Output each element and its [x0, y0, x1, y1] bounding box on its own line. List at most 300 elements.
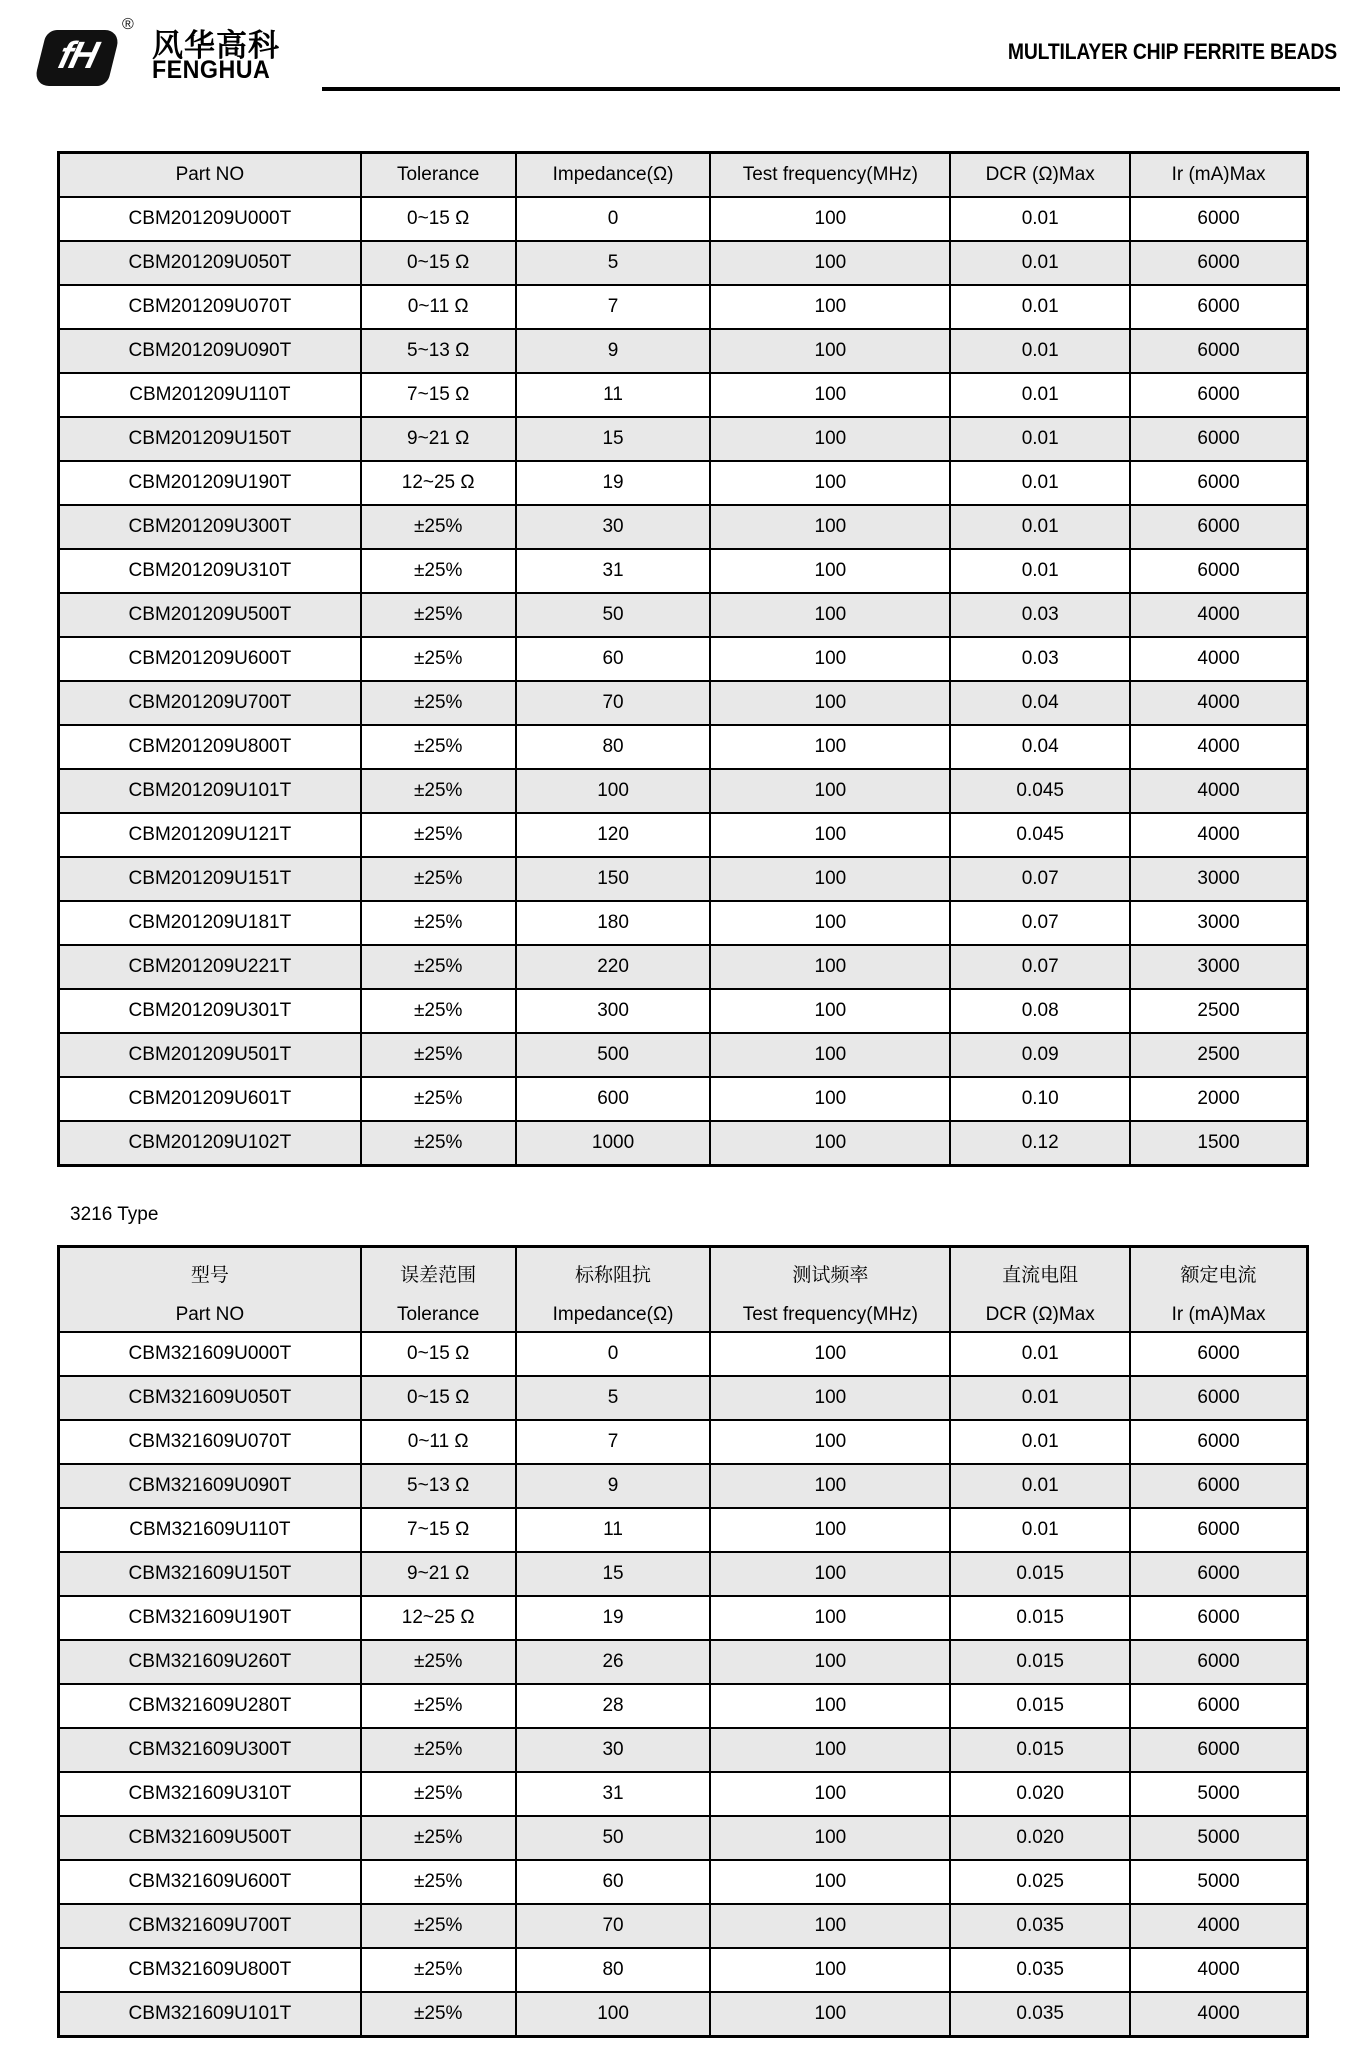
tolerance-cell: 0~15 Ω	[361, 241, 516, 285]
dcr-cell: 0.01	[950, 417, 1130, 461]
tolerance-cell: ±25%	[361, 1640, 516, 1684]
part-no-cell: CBM321609U310T	[59, 1772, 361, 1816]
table-row	[59, 505, 1308, 549]
col-header-impedance	[516, 1247, 711, 1333]
ir-cell: 6000	[1130, 373, 1307, 417]
dcr-cell: 0.01	[950, 1508, 1130, 1552]
test-frequency-cell: 100	[710, 1904, 950, 1948]
col-header-ir	[1130, 1247, 1307, 1333]
tolerance-cell: ±25%	[361, 813, 516, 857]
dcr-cell: 0.01	[950, 1332, 1130, 1376]
ir-cell: 5000	[1130, 1772, 1307, 1816]
ir-cell: 2500	[1130, 989, 1307, 1033]
impedance-cell: 31	[516, 549, 711, 593]
part-no-cell: CBM201209U601T	[59, 1077, 361, 1121]
test-frequency-cell: 100	[710, 1948, 950, 1992]
impedance-cell: 60	[516, 1860, 711, 1904]
table-row	[59, 417, 1308, 461]
ir-cell: 4000	[1130, 725, 1307, 769]
tolerance-cell: 0~15 Ω	[361, 1332, 516, 1376]
logo-english-name: FENGHUA	[152, 56, 271, 84]
impedance-cell: 120	[516, 813, 711, 857]
tolerance-cell: 12~25 Ω	[361, 1596, 516, 1640]
test-frequency-cell: 100	[710, 857, 950, 901]
part-no-cell: CBM201209U600T	[59, 637, 361, 681]
dcr-cell: 0.015	[950, 1552, 1130, 1596]
dcr-cell: 0.01	[950, 241, 1130, 285]
ir-cell: 6000	[1130, 329, 1307, 373]
dcr-cell: 0.08	[950, 989, 1130, 1033]
test-frequency-cell: 100	[710, 1420, 950, 1464]
part-no-cell: CBM201209U102T	[59, 1121, 361, 1166]
ir-cell: 6000	[1130, 1596, 1307, 1640]
col-header-en: DCR (Ω)Max	[985, 1304, 1095, 1325]
ir-cell: 6000	[1130, 461, 1307, 505]
fenghua-logo-icon	[33, 30, 121, 86]
part-no-cell: CBM321609U280T	[59, 1684, 361, 1728]
ir-cell: 6000	[1130, 1728, 1307, 1772]
table-row	[59, 329, 1308, 373]
test-frequency-cell: 100	[710, 637, 950, 681]
part-no-cell: CBM201209U700T	[59, 681, 361, 725]
part-no-cell: CBM201209U300T	[59, 505, 361, 549]
test-frequency-cell: 100	[710, 1596, 950, 1640]
test-frequency-cell: 100	[710, 1640, 950, 1684]
part-no-cell: CBM201209U090T	[59, 329, 361, 373]
test-frequency-cell: 100	[710, 241, 950, 285]
part-no-cell: CBM201209U121T	[59, 813, 361, 857]
test-frequency-cell: 100	[710, 1077, 950, 1121]
ir-cell: 6000	[1130, 285, 1307, 329]
tolerance-cell: ±25%	[361, 593, 516, 637]
header-divider	[322, 87, 1340, 91]
part-no-cell: CBM321609U600T	[59, 1860, 361, 1904]
tolerance-cell: 5~13 Ω	[361, 1464, 516, 1508]
col-header-impedance: Impedance(Ω)	[516, 153, 711, 198]
ir-cell: 4000	[1130, 813, 1307, 857]
table-row	[59, 461, 1308, 505]
col-header-cn: 误差范围	[400, 1265, 477, 1286]
ir-cell: 3000	[1130, 857, 1307, 901]
impedance-cell: 500	[516, 1033, 711, 1077]
test-frequency-cell: 100	[710, 461, 950, 505]
ir-cell: 6000	[1130, 1684, 1307, 1728]
dcr-cell: 0.015	[950, 1596, 1130, 1640]
impedance-cell: 9	[516, 1464, 711, 1508]
part-no-cell: CBM321609U800T	[59, 1948, 361, 1992]
table-row	[59, 681, 1308, 725]
test-frequency-cell: 100	[710, 1464, 950, 1508]
ir-cell: 6000	[1130, 197, 1307, 241]
fenghua-monogram: fH	[54, 35, 101, 77]
table-row	[59, 1640, 1308, 1684]
dcr-cell: 0.045	[950, 813, 1130, 857]
table-row	[59, 549, 1308, 593]
impedance-cell: 19	[516, 461, 711, 505]
part-no-cell: CBM321609U260T	[59, 1640, 361, 1684]
impedance-cell: 7	[516, 285, 711, 329]
impedance-cell: 31	[516, 1772, 711, 1816]
dcr-cell: 0.035	[950, 1904, 1130, 1948]
part-no-cell: CBM321609U700T	[59, 1904, 361, 1948]
table-row	[59, 1992, 1308, 2037]
table-row	[59, 1684, 1308, 1728]
col-header-dcr	[950, 1247, 1130, 1333]
impedance-cell: 50	[516, 593, 711, 637]
tolerance-cell: ±25%	[361, 1992, 516, 2037]
part-no-cell: CBM201209U000T	[59, 197, 361, 241]
test-frequency-cell: 100	[710, 1728, 950, 1772]
test-frequency-cell: 100	[710, 945, 950, 989]
table-row	[59, 725, 1308, 769]
part-no-cell: CBM321609U300T	[59, 1728, 361, 1772]
test-frequency-cell: 100	[710, 725, 950, 769]
test-frequency-cell: 100	[710, 593, 950, 637]
dcr-cell: 0.01	[950, 1464, 1130, 1508]
table-row	[59, 1904, 1308, 1948]
part-no-cell: CBM321609U070T	[59, 1420, 361, 1464]
table-row	[59, 989, 1308, 1033]
col-header-part-no: Part NO	[59, 153, 361, 198]
impedance-cell: 150	[516, 857, 711, 901]
ir-cell: 6000	[1130, 1640, 1307, 1684]
col-header-en: Test frequency(MHz)	[742, 1304, 918, 1325]
dcr-cell: 0.03	[950, 637, 1130, 681]
dcr-cell: 0.01	[950, 505, 1130, 549]
dcr-cell: 0.01	[950, 461, 1130, 505]
ir-cell: 4000	[1130, 1992, 1307, 2037]
impedance-cell: 80	[516, 725, 711, 769]
tolerance-cell: ±25%	[361, 1033, 516, 1077]
tolerance-cell: ±25%	[361, 505, 516, 549]
col-header-en: Part NO	[175, 1304, 245, 1325]
ir-cell: 2000	[1130, 1077, 1307, 1121]
table-row	[59, 857, 1308, 901]
tolerance-cell: ±25%	[361, 681, 516, 725]
ir-cell: 6000	[1130, 1420, 1307, 1464]
impedance-cell: 15	[516, 417, 711, 461]
part-no-cell: CBM201209U301T	[59, 989, 361, 1033]
part-no-cell: CBM201209U050T	[59, 241, 361, 285]
table-row	[59, 197, 1308, 241]
part-no-cell: CBM321609U050T	[59, 1376, 361, 1420]
ir-cell: 2500	[1130, 1033, 1307, 1077]
col-header-test-frequency: Test frequency(MHz)	[710, 153, 950, 198]
dcr-cell: 0.04	[950, 725, 1130, 769]
test-frequency-cell: 100	[710, 769, 950, 813]
ir-cell: 4000	[1130, 637, 1307, 681]
test-frequency-cell: 100	[710, 505, 950, 549]
table-row	[59, 1077, 1308, 1121]
impedance-cell: 7	[516, 1420, 711, 1464]
table-row	[59, 1596, 1308, 1640]
part-no-cell: CBM201209U150T	[59, 417, 361, 461]
ir-cell: 4000	[1130, 769, 1307, 813]
tolerance-cell: 12~25 Ω	[361, 461, 516, 505]
dcr-cell: 0.03	[950, 593, 1130, 637]
impedance-cell: 220	[516, 945, 711, 989]
tolerance-cell: 0~11 Ω	[361, 285, 516, 329]
tolerance-cell: ±25%	[361, 857, 516, 901]
section-label-3216-type: 3216 Type	[70, 1204, 159, 1225]
col-header-cn: 型号	[190, 1265, 229, 1286]
ir-cell: 4000	[1130, 1904, 1307, 1948]
impedance-cell: 70	[516, 1904, 711, 1948]
test-frequency-cell: 100	[710, 373, 950, 417]
impedance-cell: 70	[516, 681, 711, 725]
dcr-cell: 0.015	[950, 1684, 1130, 1728]
part-no-cell: CBM201209U501T	[59, 1033, 361, 1077]
ir-cell: 6000	[1130, 549, 1307, 593]
dcr-cell: 0.025	[950, 1860, 1130, 1904]
table-row	[59, 241, 1308, 285]
ir-cell: 6000	[1130, 1552, 1307, 1596]
table-row	[59, 373, 1308, 417]
ir-cell: 6000	[1130, 1464, 1307, 1508]
tolerance-cell: 9~21 Ω	[361, 1552, 516, 1596]
impedance-cell: 19	[516, 1596, 711, 1640]
ir-cell: 6000	[1130, 1376, 1307, 1420]
test-frequency-cell: 100	[710, 417, 950, 461]
impedance-cell: 5	[516, 241, 711, 285]
dcr-cell: 0.01	[950, 197, 1130, 241]
dcr-cell: 0.020	[950, 1772, 1130, 1816]
test-frequency-cell: 100	[710, 1772, 950, 1816]
test-frequency-cell: 100	[710, 681, 950, 725]
dcr-cell: 0.035	[950, 1948, 1130, 1992]
ir-cell: 6000	[1130, 241, 1307, 285]
col-header-en: Tolerance	[396, 1304, 480, 1325]
col-header-part-no	[59, 1247, 361, 1333]
impedance-cell: 300	[516, 989, 711, 1033]
tolerance-cell: ±25%	[361, 945, 516, 989]
table-row	[59, 813, 1308, 857]
tolerance-cell: ±25%	[361, 725, 516, 769]
impedance-cell: 1000	[516, 1121, 711, 1166]
test-frequency-cell: 100	[710, 1552, 950, 1596]
spec-table-3216	[57, 1245, 1309, 2038]
table-header-row	[59, 1247, 1308, 1333]
ir-cell: 6000	[1130, 1508, 1307, 1552]
dcr-cell: 0.020	[950, 1816, 1130, 1860]
impedance-cell: 0	[516, 1332, 711, 1376]
dcr-cell: 0.01	[950, 549, 1130, 593]
impedance-cell: 100	[516, 769, 711, 813]
part-no-cell: CBM321609U190T	[59, 1596, 361, 1640]
spec-table-2012	[57, 151, 1309, 1167]
tolerance-cell: ±25%	[361, 1772, 516, 1816]
tolerance-cell: 0~11 Ω	[361, 1420, 516, 1464]
impedance-cell: 5	[516, 1376, 711, 1420]
impedance-cell: 180	[516, 901, 711, 945]
ir-cell: 4000	[1130, 593, 1307, 637]
tolerance-cell: ±25%	[361, 1860, 516, 1904]
part-no-cell: CBM201209U310T	[59, 549, 361, 593]
tolerance-cell: 7~15 Ω	[361, 1508, 516, 1552]
col-header-en: Impedance(Ω)	[552, 1304, 674, 1325]
col-header-dcr: DCR (Ω)Max	[950, 153, 1130, 198]
col-header-tolerance: Tolerance	[361, 153, 516, 198]
tolerance-cell: 0~15 Ω	[361, 197, 516, 241]
ir-cell: 1500	[1130, 1121, 1307, 1166]
dcr-cell: 0.12	[950, 1121, 1130, 1166]
tolerance-cell: 9~21 Ω	[361, 417, 516, 461]
impedance-cell: 28	[516, 1684, 711, 1728]
table-row	[59, 1033, 1308, 1077]
ir-cell: 6000	[1130, 417, 1307, 461]
impedance-cell: 15	[516, 1552, 711, 1596]
part-no-cell: CBM201209U190T	[59, 461, 361, 505]
impedance-cell: 0	[516, 197, 711, 241]
tolerance-cell: ±25%	[361, 901, 516, 945]
logo-chinese-name: 风华高科	[152, 28, 280, 63]
impedance-cell: 11	[516, 1508, 711, 1552]
table-row	[59, 1816, 1308, 1860]
dcr-cell: 0.01	[950, 329, 1130, 373]
impedance-cell: 30	[516, 505, 711, 549]
col-header-tolerance	[361, 1247, 516, 1333]
dcr-cell: 0.01	[950, 1420, 1130, 1464]
test-frequency-cell: 100	[710, 1508, 950, 1552]
test-frequency-cell: 100	[710, 1033, 950, 1077]
table-row	[59, 1860, 1308, 1904]
ir-cell: 5000	[1130, 1860, 1307, 1904]
impedance-cell: 80	[516, 1948, 711, 1992]
part-no-cell: CBM321609U150T	[59, 1552, 361, 1596]
test-frequency-cell: 100	[710, 1376, 950, 1420]
dcr-cell: 0.01	[950, 373, 1130, 417]
test-frequency-cell: 100	[710, 1816, 950, 1860]
test-frequency-cell: 100	[710, 329, 950, 373]
impedance-cell: 60	[516, 637, 711, 681]
impedance-cell: 26	[516, 1640, 711, 1684]
dcr-cell: 0.015	[950, 1640, 1130, 1684]
part-no-cell: CBM201209U181T	[59, 901, 361, 945]
ir-cell: 6000	[1130, 1332, 1307, 1376]
impedance-cell: 600	[516, 1077, 711, 1121]
table-header-row	[59, 153, 1308, 198]
table-row	[59, 901, 1308, 945]
dcr-cell: 0.10	[950, 1077, 1130, 1121]
table-row	[59, 593, 1308, 637]
dcr-cell: 0.07	[950, 857, 1130, 901]
part-no-cell: CBM201209U110T	[59, 373, 361, 417]
part-no-cell: CBM201209U151T	[59, 857, 361, 901]
table-row	[59, 285, 1308, 329]
ir-cell: 4000	[1130, 681, 1307, 725]
dcr-cell: 0.07	[950, 945, 1130, 989]
test-frequency-cell: 100	[710, 1684, 950, 1728]
table-row	[59, 1376, 1308, 1420]
test-frequency-cell: 100	[710, 197, 950, 241]
dcr-cell: 0.09	[950, 1033, 1130, 1077]
part-no-cell: CBM201209U800T	[59, 725, 361, 769]
tolerance-cell: ±25%	[361, 1948, 516, 1992]
test-frequency-cell: 100	[710, 989, 950, 1033]
tolerance-cell: 5~13 Ω	[361, 329, 516, 373]
table-row	[59, 1332, 1308, 1376]
impedance-cell: 30	[516, 1728, 711, 1772]
table-row	[59, 1121, 1308, 1166]
part-no-cell: CBM321609U090T	[59, 1464, 361, 1508]
table-row	[59, 945, 1308, 989]
tolerance-cell: ±25%	[361, 637, 516, 681]
table-row	[59, 1420, 1308, 1464]
tolerance-cell: ±25%	[361, 1121, 516, 1166]
tolerance-cell: 0~15 Ω	[361, 1376, 516, 1420]
col-header-ir: Ir (mA)Max	[1130, 153, 1307, 198]
col-header-cn: 标称阻抗	[575, 1265, 652, 1286]
dcr-cell: 0.01	[950, 285, 1130, 329]
impedance-cell: 9	[516, 329, 711, 373]
test-frequency-cell: 100	[710, 549, 950, 593]
dcr-cell: 0.035	[950, 1992, 1130, 2037]
table-row	[59, 769, 1308, 813]
registered-trademark-icon: ®	[122, 16, 134, 33]
test-frequency-cell: 100	[710, 1992, 950, 2037]
table-row	[59, 1508, 1308, 1552]
tolerance-cell: ±25%	[361, 1077, 516, 1121]
tolerance-cell: ±25%	[361, 989, 516, 1033]
col-header-test-frequency	[710, 1247, 950, 1333]
table-row	[59, 1772, 1308, 1816]
col-header-en: Ir (mA)Max	[1171, 1304, 1266, 1325]
col-header-cn: 直流电阻	[1002, 1265, 1079, 1286]
table-row	[59, 1728, 1308, 1772]
col-header-cn: 额定电流	[1180, 1265, 1257, 1286]
tolerance-cell: ±25%	[361, 769, 516, 813]
impedance-cell: 100	[516, 1992, 711, 2037]
test-frequency-cell: 100	[710, 1121, 950, 1166]
test-frequency-cell: 100	[710, 901, 950, 945]
dcr-cell: 0.01	[950, 1376, 1130, 1420]
page-title: MULTILAYER CHIP FERRITE BEADS	[1007, 39, 1337, 64]
dcr-cell: 0.04	[950, 681, 1130, 725]
table-row	[59, 637, 1308, 681]
impedance-cell: 11	[516, 373, 711, 417]
part-no-cell: CBM321609U110T	[59, 1508, 361, 1552]
ir-cell: 3000	[1130, 945, 1307, 989]
dcr-cell: 0.015	[950, 1728, 1130, 1772]
table-row	[59, 1464, 1308, 1508]
tolerance-cell: ±25%	[361, 1816, 516, 1860]
table-row	[59, 1552, 1308, 1596]
test-frequency-cell: 100	[710, 1860, 950, 1904]
ir-cell: 6000	[1130, 505, 1307, 549]
ir-cell: 5000	[1130, 1816, 1307, 1860]
part-no-cell: CBM201209U500T	[59, 593, 361, 637]
ir-cell: 4000	[1130, 1948, 1307, 1992]
part-no-cell: CBM321609U500T	[59, 1816, 361, 1860]
test-frequency-cell: 100	[710, 285, 950, 329]
part-no-cell: CBM201209U070T	[59, 285, 361, 329]
test-frequency-cell: 100	[710, 1332, 950, 1376]
tolerance-cell: ±25%	[361, 1904, 516, 1948]
tolerance-cell: ±25%	[361, 1684, 516, 1728]
tolerance-cell: 7~15 Ω	[361, 373, 516, 417]
col-header-cn: 测试频率	[792, 1265, 869, 1286]
part-no-cell: CBM201209U221T	[59, 945, 361, 989]
tolerance-cell: ±25%	[361, 1728, 516, 1772]
dcr-cell: 0.07	[950, 901, 1130, 945]
dcr-cell: 0.045	[950, 769, 1130, 813]
test-frequency-cell: 100	[710, 813, 950, 857]
impedance-cell: 50	[516, 1816, 711, 1860]
tolerance-cell: ±25%	[361, 549, 516, 593]
table-row	[59, 1948, 1308, 1992]
part-no-cell: CBM321609U101T	[59, 1992, 361, 2037]
part-no-cell: CBM321609U000T	[59, 1332, 361, 1376]
